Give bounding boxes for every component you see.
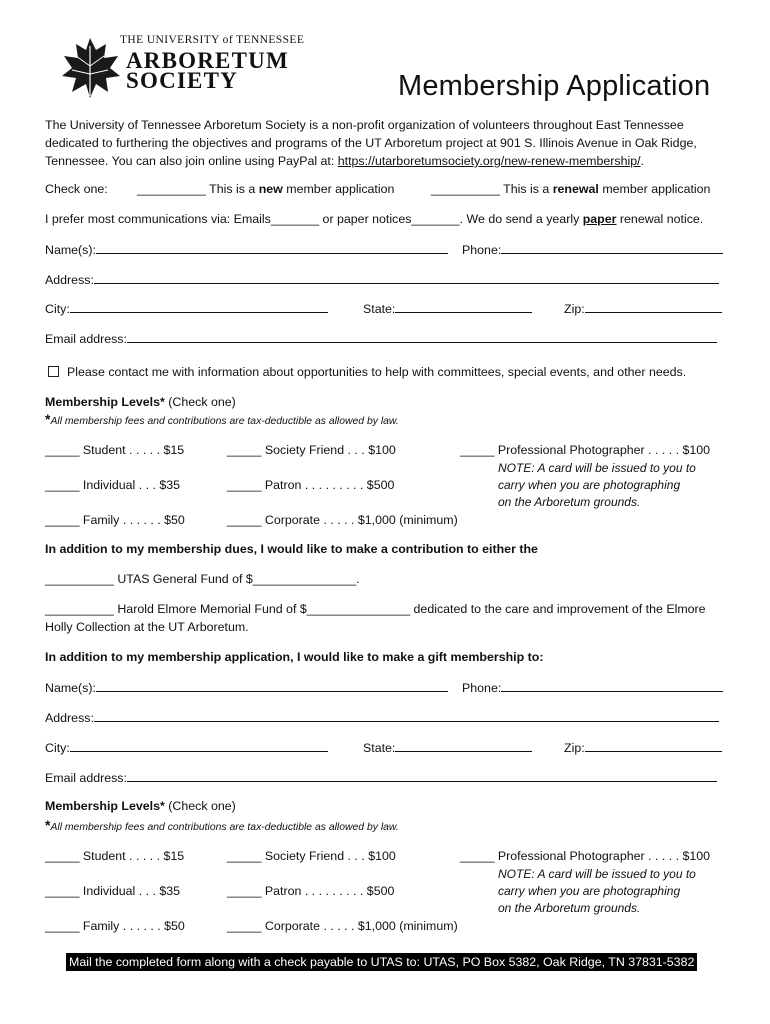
city-label: City:	[45, 741, 70, 755]
level-patron-1[interactable]: _____ Patron . . . . . . . . . $500	[227, 478, 395, 492]
paper-pref-blank[interactable]: _______	[411, 212, 460, 226]
tax-note-1	[45, 411, 399, 427]
address-label: Address:	[45, 711, 94, 725]
email-label: Email address:	[45, 771, 127, 785]
renewal-blank[interactable]: __________	[431, 182, 500, 196]
page-title: Membership Application	[398, 70, 711, 102]
levels-heading: Membership Levels*	[45, 395, 165, 409]
leaf-icon	[60, 36, 122, 100]
city-input[interactable]	[70, 740, 328, 752]
tax-note-2	[45, 817, 399, 833]
level-individual-2[interactable]: _____ Individual . . . $35	[45, 884, 181, 898]
contact-checkbox[interactable]	[48, 366, 59, 377]
comm-post2: renewal notice.	[616, 212, 704, 226]
level-student-1[interactable]: _____ Student . . . . . $15	[45, 443, 185, 457]
level-corporate-2[interactable]: _____ Corporate . . . . . $1,000 (minimum)	[227, 919, 458, 933]
photographer-note-1	[498, 460, 696, 511]
elmore-fund-line2: Holly Collection at the UT Arboretum.	[45, 620, 249, 634]
address-field-1[interactable]	[45, 272, 719, 287]
contact-text: Please contact me with information about opportunities to help with committees, special events, and other needs.	[67, 365, 687, 379]
comm-post1: . We do send a yearly	[459, 212, 583, 226]
names-label: Name(s):	[45, 243, 96, 257]
city-field-2[interactable]	[45, 740, 328, 755]
new-post: member application	[282, 182, 395, 196]
names-input[interactable]	[96, 242, 448, 254]
level-photographer-2[interactable]: _____ Professional Photographer . . . . . $100	[460, 849, 711, 863]
logo-arboretum: ARBORETUM	[126, 48, 289, 73]
state-input[interactable]	[395, 301, 532, 313]
general-fund-line[interactable]: __________ UTAS General Fund of $_______________.	[45, 572, 360, 586]
state-input[interactable]	[395, 740, 532, 752]
phone-field-2[interactable]	[462, 680, 723, 695]
intro-paragraph	[45, 116, 730, 170]
contribution-heading: In addition to my membership dues, I would like to make a contribution to either the	[45, 542, 538, 556]
state-field-2[interactable]	[363, 740, 532, 755]
tax-star: *	[45, 817, 51, 833]
photo-note-line3: on the Arboretum grounds.	[498, 495, 641, 509]
names-input[interactable]	[96, 680, 448, 692]
elmore-fund-line[interactable]: __________ Harold Elmore Memorial Fund of $_______________ dedicated to the care and improvement of the Elmore	[45, 602, 706, 616]
level-student-2[interactable]: _____ Student . . . . . $15	[45, 849, 185, 863]
contact-option[interactable]	[48, 365, 686, 379]
state-label: State:	[363, 741, 396, 755]
state-label: State:	[363, 302, 396, 316]
address-field-2[interactable]	[45, 710, 719, 725]
phone-input[interactable]	[501, 242, 723, 254]
arboretum-society-logo	[60, 30, 330, 100]
comm-pre: I prefer most communications via: Emails	[45, 212, 271, 226]
email-pref-blank[interactable]: _______	[270, 212, 320, 226]
email-input[interactable]	[127, 770, 717, 782]
photographer-note-2	[498, 866, 696, 917]
address-label: Address:	[45, 273, 94, 287]
membership-levels-heading-2	[45, 799, 236, 813]
comm-paper-word: paper	[582, 212, 617, 226]
address-input[interactable]	[94, 710, 719, 722]
membership-levels-heading-1	[45, 395, 236, 409]
state-field-1[interactable]	[363, 301, 532, 316]
zip-input[interactable]	[585, 740, 722, 752]
new-member-blank[interactable]: __________	[137, 182, 206, 196]
intro-text: The University of Tennessee Arboretum Society is a non-profit organization of volunteers throughout East Tennessee dedicated to furthering the objectives and programs of the UT Arboretum project at 901 S. Illinois Avenue in Oak Ridge, Tennessee. You can also join online using PayPal at:	[45, 118, 697, 168]
zip-label: Zip:	[564, 741, 585, 755]
check-one-label: Check one:	[45, 182, 108, 196]
zip-label: Zip:	[564, 302, 585, 316]
new-member-option[interactable]	[137, 182, 394, 196]
intro-end: .	[640, 154, 644, 168]
photo-note-line2: carry when you are photographing	[498, 478, 681, 492]
level-corporate-1[interactable]: _____ Corporate . . . . . $1,000 (minimum)	[227, 513, 458, 527]
names-field-1[interactable]	[45, 242, 448, 257]
photo-note-line3: on the Arboretum grounds.	[498, 901, 641, 915]
renewal-member-option[interactable]	[431, 182, 710, 196]
email-field-2[interactable]	[45, 770, 717, 785]
mailing-instructions: Mail the completed form along with a check payable to UTAS to: UTAS, PO Box 5382, Oak Ridge, TN 37831-5382	[66, 953, 697, 971]
photo-note-line1: NOTE: A card will be issued to you to	[498, 461, 696, 475]
email-label: Email address:	[45, 332, 127, 346]
renewal-post: member application	[598, 182, 711, 196]
names-label: Name(s):	[45, 681, 96, 695]
levels-heading: Membership Levels*	[45, 799, 165, 813]
phone-label: Phone:	[462, 243, 502, 257]
tax-note-text: All membership fees and contributions are tax-deductible as allowed by law.	[50, 822, 399, 833]
phone-label: Phone:	[462, 681, 502, 695]
level-photographer-1[interactable]: _____ Professional Photographer . . . . . $100	[460, 443, 711, 457]
photo-note-line1: NOTE: A card will be issued to you to	[498, 867, 696, 881]
level-individual-1[interactable]: _____ Individual . . . $35	[45, 478, 181, 492]
zip-input[interactable]	[585, 301, 722, 313]
city-input[interactable]	[70, 301, 328, 313]
level-family-2[interactable]: _____ Family . . . . . . $50	[45, 919, 185, 933]
tax-star: *	[45, 411, 51, 427]
new-word: new	[258, 182, 283, 196]
gift-heading: In addition to my membership application, I would like to make a gift membership to:	[45, 650, 544, 664]
levels-check: (Check one)	[164, 395, 236, 409]
email-field-1[interactable]	[45, 331, 717, 346]
communications-preference	[45, 212, 703, 226]
city-field-1[interactable]	[45, 301, 328, 316]
phone-field-1[interactable]	[462, 242, 723, 257]
zip-field-1[interactable]	[564, 301, 722, 316]
renewal-pre: This is a	[499, 182, 553, 196]
photo-note-line2: carry when you are photographing	[498, 884, 681, 898]
comm-mid: or paper notices	[319, 212, 412, 226]
level-family-1[interactable]: _____ Family . . . . . . $50	[45, 513, 185, 527]
new-pre: This is a	[205, 182, 259, 196]
level-society-friend-2[interactable]: _____ Society Friend . . . $100	[227, 849, 396, 863]
paypal-link[interactable]: https://utarboretumsociety.org/new-renew-membership/	[337, 154, 641, 168]
city-label: City:	[45, 302, 70, 316]
renewal-word: renewal	[552, 182, 599, 196]
names-field-2[interactable]	[45, 680, 448, 695]
zip-field-2[interactable]	[564, 740, 722, 755]
tax-note-text: All membership fees and contributions are tax-deductible as allowed by law.	[50, 416, 399, 427]
phone-input[interactable]	[501, 680, 723, 692]
level-patron-2[interactable]: _____ Patron . . . . . . . . . $500	[227, 884, 395, 898]
university-name: THE UNIVERSITY of TENNESSEE	[120, 34, 305, 46]
logo-society: SOCIETY	[126, 68, 238, 93]
levels-check: (Check one)	[164, 799, 236, 813]
email-input[interactable]	[127, 331, 717, 343]
level-society-friend-1[interactable]: _____ Society Friend . . . $100	[227, 443, 396, 457]
address-input[interactable]	[94, 272, 719, 284]
